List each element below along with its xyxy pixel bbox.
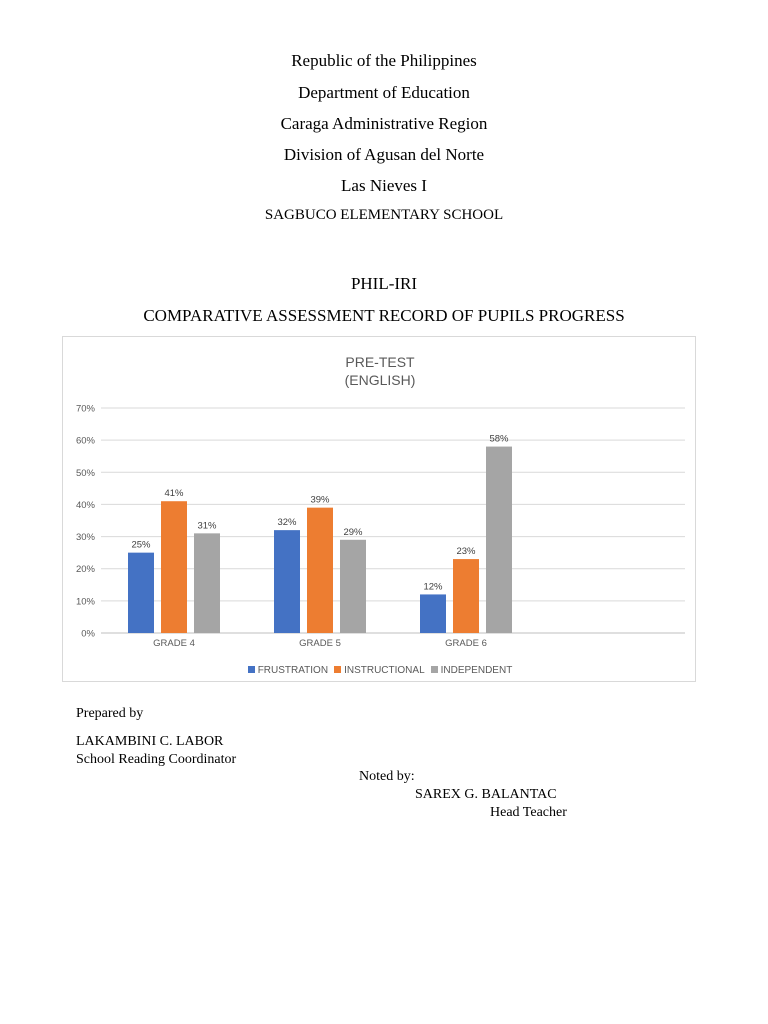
preparer-name: LAKAMBINI C. LABOR xyxy=(76,734,224,749)
y-tick-label: 20% xyxy=(75,564,95,576)
bar-frustration-grade-4 xyxy=(128,553,154,633)
y-tick-label: 10% xyxy=(75,596,95,608)
noter-title: Head Teacher xyxy=(490,805,567,820)
header-region: Caraga Administrative Region xyxy=(280,114,488,133)
header-division: Division of Agusan del Norte xyxy=(283,145,485,164)
bar-independent-grade-6 xyxy=(486,447,512,633)
record-title: COMPARATIVE ASSESSMENT RECORD OF PUPILS PROGRESS xyxy=(143,306,625,325)
bar-chart xyxy=(63,337,697,683)
bar-frustration-grade-5 xyxy=(274,530,300,633)
data-label: 41% xyxy=(164,488,184,500)
y-tick-label: 60% xyxy=(75,435,95,447)
y-tick-label: 70% xyxy=(75,403,95,415)
data-label: 58% xyxy=(489,433,509,445)
data-label: 29% xyxy=(343,526,363,538)
school-name: SAGBUCO ELEMENTARY SCHOOL xyxy=(264,207,504,223)
bar-instructional-grade-5 xyxy=(307,508,333,633)
bar-independent-grade-4 xyxy=(194,533,220,633)
y-tick-label: 50% xyxy=(75,467,95,479)
data-label: 32% xyxy=(277,517,297,529)
preparer-title: School Reading Coordinator xyxy=(76,752,237,767)
bar-instructional-grade-6 xyxy=(453,559,479,633)
bar-independent-grade-5 xyxy=(340,540,366,633)
header-republic: Republic of the Philippines xyxy=(291,51,477,70)
data-label: 23% xyxy=(456,546,476,558)
y-tick-label: 40% xyxy=(75,499,95,511)
legend-label: INSTRUCTIONAL xyxy=(344,665,425,676)
legend-swatch xyxy=(334,666,341,673)
legend-swatch xyxy=(248,666,255,673)
data-label: 12% xyxy=(423,581,443,593)
x-category-label: GRADE 6 xyxy=(445,638,487,649)
data-label: 31% xyxy=(197,520,217,532)
legend-swatch xyxy=(431,666,438,673)
data-label: 39% xyxy=(310,494,330,506)
bar-frustration-grade-6 xyxy=(420,594,446,633)
data-label: 25% xyxy=(131,539,151,551)
header-department: Department of Education xyxy=(298,83,470,102)
legend-label: INDEPENDENT xyxy=(440,665,513,676)
x-category-label: GRADE 4 xyxy=(153,638,195,649)
chart-legend xyxy=(63,665,697,676)
legend-item-instructional xyxy=(334,665,425,676)
chart-title: PRE-TEST xyxy=(345,354,415,370)
bar-instructional-grade-4 xyxy=(161,501,187,633)
legend-item-frustration xyxy=(248,665,328,676)
x-category-label: GRADE 5 xyxy=(299,638,341,649)
program-title: PHIL-IRI xyxy=(350,274,418,293)
legend-label: FRUSTRATION xyxy=(257,665,329,676)
header-district: Las Nieves I xyxy=(341,176,427,195)
noter-name: SAREX G. BALANTAC xyxy=(415,787,557,802)
legend-item-independent xyxy=(431,665,513,676)
chart-subtitle: (ENGLISH) xyxy=(344,372,416,388)
y-tick-label: 0% xyxy=(81,628,95,640)
noted-by-label: Noted by: xyxy=(359,769,415,784)
y-tick-label: 30% xyxy=(75,532,95,544)
prepared-by-label: Prepared by xyxy=(76,706,144,721)
chart-container xyxy=(62,336,696,682)
